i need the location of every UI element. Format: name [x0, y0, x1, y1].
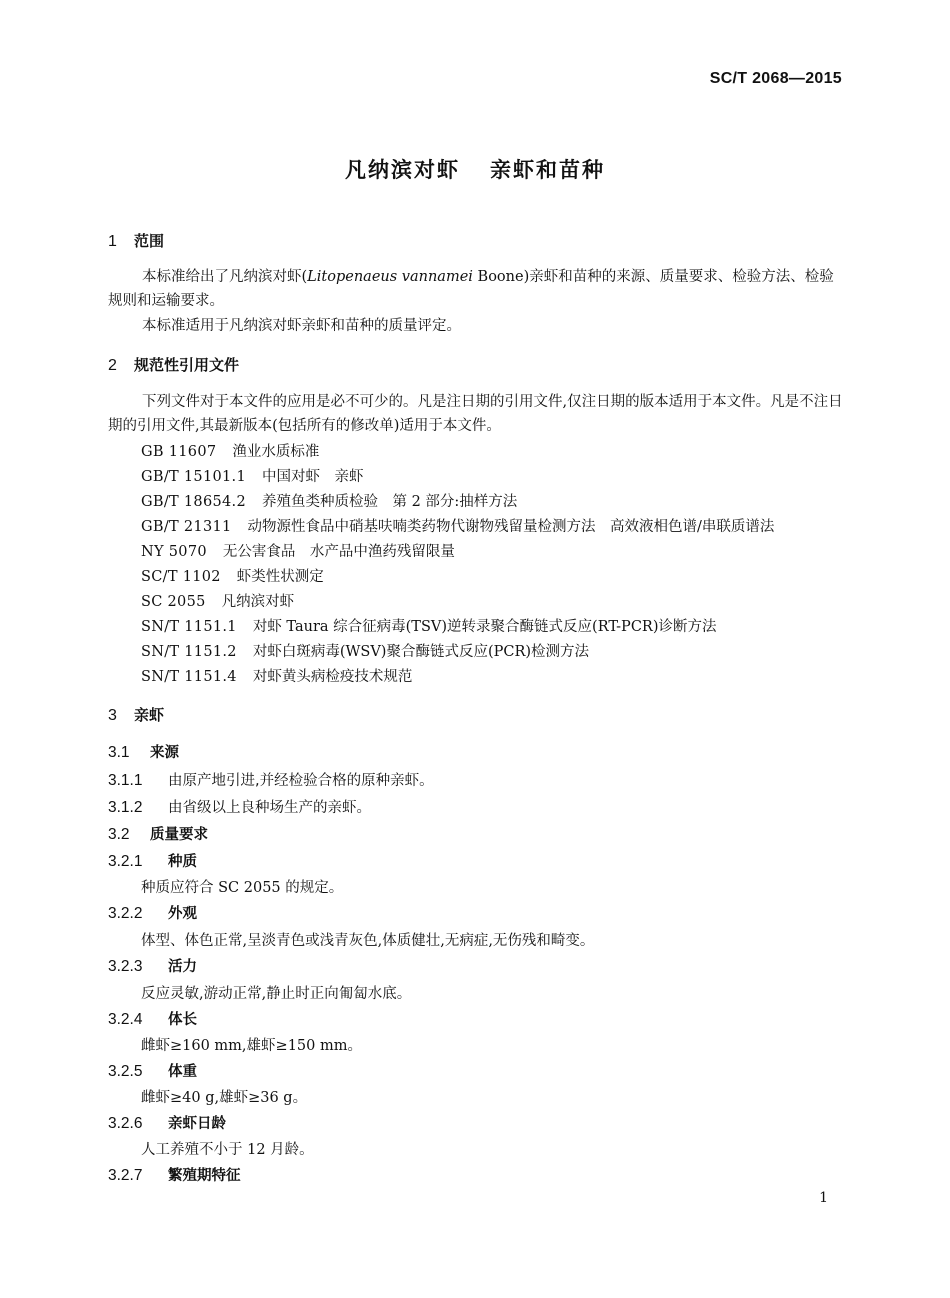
subsection-number: 3.1: [108, 744, 130, 761]
clause-3-2-1-text: 种质应符合 SC 2055 的规定。: [141, 880, 344, 896]
title-part-2: 亲虾和苗种: [490, 158, 605, 182]
section-1-heading: [108, 230, 164, 251]
title-part-1: 凡纳滨对虾: [345, 158, 460, 182]
subsection-3-2-heading: [108, 823, 208, 844]
clause-3-1-2: [108, 796, 371, 817]
reference-item: [141, 515, 774, 536]
clause-3-2-3-text: 反应灵敏,游动正常,静止时正向匍匐水底。: [141, 986, 412, 1002]
reference-title: 对虾白斑病毒(WSV)聚合酶链式反应(PCR)检测方法: [252, 644, 590, 660]
subsection-3-1-heading: [108, 741, 179, 762]
clause-title: 外观: [168, 906, 197, 922]
section-2-heading: [108, 354, 239, 375]
reference-code: GB/T 18654.2: [141, 494, 246, 510]
reference-code: GB/T 15101.1: [141, 469, 246, 485]
scope-paragraph-2: 本标准适用于凡纳滨对虾亲虾和苗种的质量评定。: [142, 318, 461, 334]
reference-item: [141, 615, 717, 636]
page-number: 1: [819, 1190, 828, 1206]
reference-title: 养殖鱼类种质检验 第 2 部分:抽样方法: [261, 494, 518, 510]
clause-number: 3.1.1: [108, 772, 143, 789]
clause-3-2-1-heading: [108, 850, 197, 871]
clause-text: 由省级以上良种场生产的亲虾。: [168, 800, 371, 816]
reference-title: 动物源性食品中硝基呋喃类药物代谢物残留量检测方法 高效液相色谱/串联质谱法: [247, 519, 775, 535]
clause-number: 3.2.1: [108, 853, 143, 870]
clause-number: 3.1.2: [108, 799, 143, 816]
clause-3-2-7-heading: [108, 1164, 241, 1185]
reference-title: 渔业水质标准: [232, 444, 320, 460]
clause-title: 体长: [168, 1012, 197, 1028]
clause-number: 3.2.5: [108, 1063, 143, 1080]
reference-item: [141, 465, 363, 486]
clause-3-2-4-heading: [108, 1008, 197, 1029]
document-title: [0, 154, 950, 184]
clause-title: 体重: [168, 1064, 197, 1080]
reference-code: GB/T 21311: [141, 519, 232, 535]
clause-title: 繁殖期特征: [168, 1168, 241, 1184]
reference-title: 对虾黄头病检疫技术规范: [252, 669, 413, 685]
scope-text-a: 本标准给出了凡纳滨对虾(: [142, 269, 308, 285]
clause-3-2-5-text: 雌虾≥40 g,雄虾≥36 g。: [141, 1090, 308, 1106]
section-number: 3: [108, 707, 117, 724]
reference-item: [141, 490, 517, 511]
references-intro: 下列文件对于本文件的应用是必不可少的。凡是注日期的引用文件,仅注日期的版本适用于本文件。凡是不注日期的引用文件,其最新版本(包括所有的修改单)适用于本文件。: [108, 394, 843, 434]
species-latin-name: Litopenaeus vannamei: [307, 269, 473, 285]
reference-code: GB 11607: [141, 444, 217, 460]
reference-item: [141, 590, 294, 611]
clause-text: 由原产地引进,并经检验合格的原种亲虾。: [168, 773, 434, 789]
reference-title: 中国对虾 亲虾: [261, 469, 364, 485]
clause-number: 3.2.7: [108, 1167, 143, 1184]
section-number: 2: [108, 357, 117, 374]
clause-number: 3.2.6: [108, 1115, 143, 1132]
reference-title: 凡纳滨对虾: [221, 594, 295, 610]
section-title: 规范性引用文件: [134, 356, 240, 374]
reference-item: [141, 540, 455, 561]
standard-code: SC/T 2068—2015: [709, 70, 842, 87]
reference-code: NY 5070: [141, 544, 207, 560]
subsection-title: 质量要求: [150, 827, 208, 843]
clause-number: 3.2.3: [108, 958, 143, 975]
reference-title: 对虾 Taura 综合征病毒(TSV)逆转录聚合酶链式反应(RT-PCR)诊断方法: [252, 619, 717, 635]
scope-paragraph-1: [108, 265, 843, 313]
clause-3-2-6-text: 人工养殖不小于 12 月龄。: [141, 1142, 314, 1158]
section-title: 范围: [134, 232, 165, 250]
reference-code: SC/T 1102: [141, 569, 221, 585]
scope-text-b: Boone)亲虾和苗种的来源、质量要求、检验方法、检验规则和运输要求。: [108, 269, 834, 309]
clause-3-2-2-heading: [108, 902, 197, 923]
reference-code: SN/T 1151.2: [141, 644, 237, 660]
clause-3-2-4-text: 雌虾≥160 mm,雄虾≥150 mm。: [141, 1038, 362, 1054]
reference-title: 虾类性状测定: [236, 569, 324, 585]
section-title: 亲虾: [134, 706, 165, 724]
section-3-heading: [108, 704, 164, 725]
reference-title: 无公害食品 水产品中渔药残留限量: [222, 544, 455, 560]
subsection-number: 3.2: [108, 826, 130, 843]
reference-item: [141, 565, 324, 586]
clause-title: 亲虾日龄: [168, 1116, 226, 1132]
reference-code: SN/T 1151.1: [141, 619, 237, 635]
reference-item: [141, 665, 412, 686]
clause-3-2-3-heading: [108, 955, 197, 976]
reference-code: SC 2055: [141, 594, 206, 610]
clause-3-1-1: [108, 769, 434, 790]
clause-number: 3.2.2: [108, 905, 143, 922]
clause-title: 活力: [168, 959, 197, 975]
clause-number: 3.2.4: [108, 1011, 143, 1028]
reference-item: [141, 440, 319, 461]
clause-3-2-2-text: 体型、体色正常,呈淡青色或浅青灰色,体质健壮,无病症,无伤残和畸变。: [141, 933, 595, 949]
reference-item: [141, 640, 589, 661]
clause-3-2-6-heading: [108, 1112, 226, 1133]
clause-3-2-5-heading: [108, 1060, 197, 1081]
reference-code: SN/T 1151.4: [141, 669, 237, 685]
subsection-title: 来源: [150, 745, 179, 761]
clause-title: 种质: [168, 854, 197, 870]
section-number: 1: [108, 233, 117, 250]
